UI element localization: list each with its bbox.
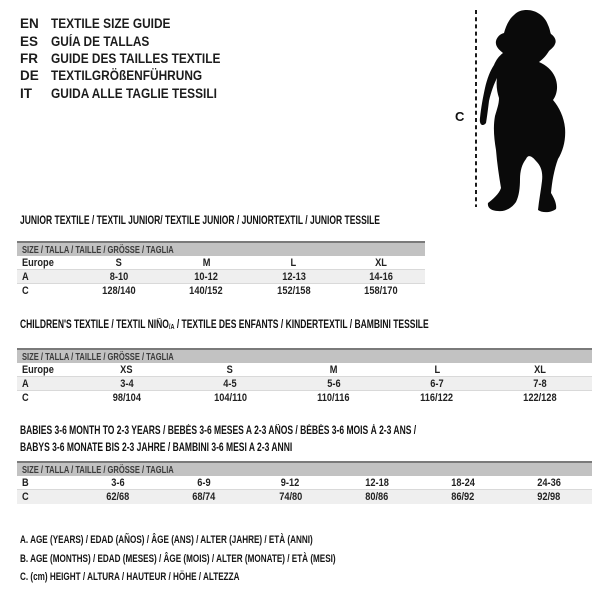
childrens-textile-table [17, 348, 592, 405]
value-cell: 86/92 [451, 491, 475, 503]
value-cell: 74/80 [278, 491, 302, 503]
size-cell: XL [375, 256, 388, 269]
junior-table-title-text: JUNIOR TEXTILE / TEXTIL JUNIOR/ TEXTILE JUNIOR / JUNIORTEXTIL / JUNIOR TESSILE [20, 215, 380, 227]
size-header-band [17, 243, 425, 256]
language-code: FR [20, 50, 38, 66]
table-row [17, 476, 592, 490]
table-row [17, 391, 592, 405]
value-cell: 14-16 [369, 270, 394, 283]
size-cell: S [227, 363, 234, 376]
language-label: GUIDA ALLE TAGLIE TESSILI [51, 85, 217, 101]
size-cell: L [290, 256, 297, 269]
value-cell: 10-12 [194, 270, 219, 283]
language-row [20, 50, 244, 67]
babies-table-title [20, 423, 555, 457]
value-cell: 4-5 [223, 377, 237, 390]
title-subscript: /A [168, 322, 175, 331]
value-cell: 3-6 [111, 476, 125, 489]
footnote-c: C. (cm) HEIGHT / ALTURA / HAUTEUR / HÖHE / ALTEZZA [20, 571, 240, 584]
language-row [20, 15, 244, 32]
row-label: C [22, 392, 29, 404]
size-header-label: SIZE / TALLA / TAILLE / GRÖSSE / TAGLIA [22, 243, 174, 256]
value-cell: 5-6 [326, 377, 341, 390]
row-label: Europe [22, 363, 54, 376]
size-cell: M [329, 363, 338, 376]
footnote-a: A. AGE (YEARS) / EDAD (AÑOS) / ÂGE (ANS) / ALTER (JAHRE) / ETÀ (ANNI) [20, 534, 313, 546]
value-cell: 140/152 [189, 285, 223, 297]
junior-textile-table [17, 241, 425, 298]
row-label: C [22, 285, 29, 297]
row-label: A [22, 270, 29, 283]
table-row [17, 284, 425, 298]
title-text: CHILDREN'S TEXTILE / TEXTIL NIÑO [20, 319, 169, 331]
value-cell: 8-10 [109, 270, 129, 283]
value-cell: 3-4 [120, 377, 134, 390]
language-row [20, 32, 244, 49]
table-row [17, 377, 592, 391]
value-cell: 128/140 [102, 285, 136, 297]
language-list [20, 15, 244, 102]
footnotes [20, 531, 447, 587]
row-label: Europe [22, 256, 54, 269]
value-cell: 12-18 [364, 476, 389, 489]
babies-table-title-line2: BABYS 3-6 MONATE BIS 2-3 JAHRE / BAMBINI 3-6 MESI A 2-3 ANNI [20, 442, 293, 455]
size-header-band [17, 463, 592, 476]
title-text: / TEXTILE DES ENFANTS / KINDERTEXTIL / BAMBINI TESSILE [174, 319, 429, 331]
value-cell: 7-8 [533, 377, 548, 390]
value-cell: 62/68 [106, 491, 130, 503]
value-cell: 18-24 [450, 476, 475, 489]
value-cell: 80/86 [365, 491, 389, 503]
value-cell: 116/122 [420, 392, 454, 404]
childrens-table-title-text [20, 319, 429, 331]
value-cell: 152/158 [277, 285, 311, 297]
value-cell: 110/116 [317, 392, 350, 404]
table-row [17, 270, 425, 284]
size-header-band [17, 350, 592, 363]
babies-textile-table [17, 461, 592, 504]
babies-table-title-line1: BABIES 3-6 MONTH TO 2-3 YEARS / BEBÉS 3-6 MESES A 2-3 AÑOS / BÉBÉS 3-6 MOIS À 2-3 ANS / [20, 425, 417, 437]
height-measure-label: C [455, 109, 465, 124]
language-label: GUÍA DE TALLAS [51, 33, 150, 49]
language-label: GUIDE DES TAILLES TEXTILE [51, 50, 221, 66]
size-cell: L [434, 363, 440, 376]
size-cell: S [115, 256, 122, 269]
value-cell: 6-9 [197, 476, 211, 489]
language-code: IT [20, 85, 32, 101]
language-row [20, 85, 244, 102]
value-cell: 122/128 [523, 392, 558, 404]
row-label: C [22, 491, 29, 503]
row-label: B [22, 476, 29, 489]
size-header-label: SIZE / TALLA / TAILLE / GRÖSSE / TAGLIA [22, 350, 174, 363]
table-row [17, 490, 592, 504]
language-row [20, 67, 244, 84]
size-cell: M [202, 256, 211, 269]
language-code: EN [20, 16, 39, 32]
row-label: A [22, 377, 29, 390]
language-label: TEXTILE SIZE GUIDE [51, 16, 171, 32]
value-cell: 12-13 [281, 270, 306, 283]
language-label: TEXTILGRÖßENFÜHRUNG [51, 68, 203, 84]
language-code: ES [20, 33, 39, 49]
footnote-b: B. AGE (MONTHS) / EDAD (MESES) / ÂGE (MOIS) / ALTER (MONATE) / ETÀ (MESI) [20, 552, 336, 565]
size-cell: XL [534, 363, 547, 376]
value-cell: 6-7 [430, 377, 444, 390]
size-cell: XS [120, 363, 133, 376]
toddler-silhouette-icon [480, 10, 565, 212]
value-cell: 68/74 [192, 491, 216, 503]
value-cell: 158/170 [364, 285, 398, 297]
size-header-label: SIZE / TALLA / TAILLE / GRÖSSE / TAGLIA [22, 463, 174, 476]
value-cell: 104/110 [213, 392, 247, 404]
value-cell: 24-36 [537, 476, 561, 489]
value-cell: 9-12 [281, 476, 300, 489]
value-cell: 92/98 [537, 491, 561, 503]
value-cell: 98/104 [112, 392, 141, 404]
junior-table-title [20, 215, 506, 227]
childrens-table-title [20, 319, 572, 331]
table-row [17, 363, 592, 377]
language-code: DE [20, 68, 39, 84]
table-row [17, 256, 425, 270]
